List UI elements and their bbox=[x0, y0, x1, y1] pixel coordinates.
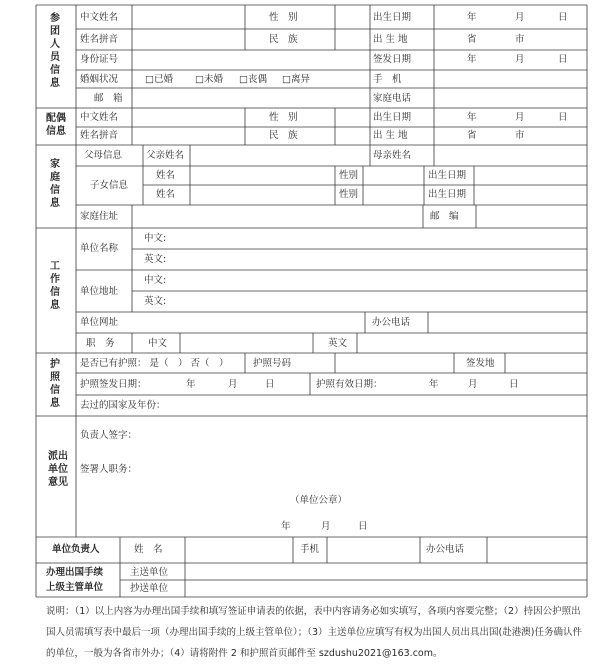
spouse-chinese-name-label: 中文姓名 bbox=[80, 112, 119, 123]
children-info-label: 子女信息 bbox=[90, 180, 129, 191]
applicant-section-title: 参团人员信息 bbox=[50, 13, 60, 89]
postcode-label: 邮 编 bbox=[430, 211, 459, 222]
passport-valid-month: 月 bbox=[468, 379, 478, 390]
unit-address-label: 单位地址 bbox=[80, 286, 119, 297]
child2-gender-label: 性别 bbox=[339, 189, 359, 200]
unit-name-label: 单位名称 bbox=[80, 243, 119, 254]
spouse-day-label: 日 bbox=[558, 112, 568, 123]
office-phone-label: 办公电话 bbox=[372, 317, 411, 328]
child2-name-label: 姓名 bbox=[156, 189, 176, 200]
dispatch-day: 日 bbox=[358, 521, 368, 532]
gender-label: 性 别 bbox=[269, 12, 298, 23]
supervisor-title-line1: 办理出国手续 bbox=[46, 567, 104, 578]
pinyin-name-label: 姓名拼音 bbox=[80, 34, 119, 45]
spouse-gender-label: 性 别 bbox=[269, 112, 298, 123]
family-section-title: 家庭信息 bbox=[50, 159, 60, 209]
work-section-title: 工作信息 bbox=[50, 261, 60, 311]
unit-address-cn-label: 中文: bbox=[144, 275, 167, 286]
issue-year-label: 年 bbox=[467, 54, 477, 65]
child1-name-label: 姓名 bbox=[156, 170, 176, 181]
marital-option-divorced[interactable]: □离异 bbox=[282, 74, 310, 85]
city-label: 市 bbox=[515, 34, 525, 45]
spouse-birth-date-label: 出生日期 bbox=[373, 112, 412, 123]
passport-issue-year: 年 bbox=[186, 379, 196, 390]
issue-place-label: 签发地 bbox=[466, 358, 495, 369]
passport-valid-date-label: 护照有效日期： bbox=[316, 379, 383, 390]
spouse-pinyin-label: 姓名拼音 bbox=[80, 130, 119, 141]
leader-signature-label: 负责人签字： bbox=[80, 430, 138, 441]
spouse-month-label: 月 bbox=[515, 112, 525, 123]
signer-title-label: 签署人职务： bbox=[80, 464, 138, 475]
month-label: 月 bbox=[515, 12, 525, 23]
marital-option-single[interactable]: □未婚 bbox=[195, 74, 223, 85]
birthplace-label: 出 生 地 bbox=[373, 34, 408, 45]
child2-birth-label: 出生日期 bbox=[428, 189, 467, 200]
issue-day-label: 日 bbox=[558, 54, 568, 65]
ethnicity-label: 民 族 bbox=[269, 34, 298, 45]
cc-recipient-label: 抄送单位 bbox=[130, 583, 169, 594]
passport-valid-day: 日 bbox=[509, 379, 519, 390]
unit-leader-office-phone-label: 办公电话 bbox=[426, 544, 465, 555]
unit-leader-mobile-label: 手机 bbox=[300, 544, 320, 555]
unit-seal-label: （单位公章） bbox=[290, 495, 348, 506]
passport-valid-year: 年 bbox=[429, 379, 439, 390]
day-label: 日 bbox=[558, 12, 568, 23]
position-en-label: 英文 bbox=[328, 338, 348, 349]
has-passport-label: 是否已有护照： 是（ ） 否（ ） bbox=[80, 358, 229, 369]
unit-leader-title: 单位负责人 bbox=[52, 544, 100, 555]
marital-option-married[interactable]: □已婚 bbox=[145, 74, 173, 85]
father-name-label: 父亲姓名 bbox=[146, 150, 185, 161]
dispatch-year: 年 bbox=[281, 521, 291, 532]
spouse-section-title: 配偶信息 bbox=[46, 113, 66, 137]
mother-name-label: 母亲姓名 bbox=[373, 150, 412, 161]
id-number-label: 身份证号 bbox=[80, 54, 119, 65]
passport-section-title: 护照信息 bbox=[50, 359, 60, 409]
unit-address-en-label: 英文: bbox=[144, 296, 167, 307]
birth-date-label: 出生日期 bbox=[373, 12, 412, 23]
province-label: 省 bbox=[467, 34, 477, 45]
marital-option-widowed[interactable]: □丧偶 bbox=[239, 74, 267, 85]
email-label: 邮 箱 bbox=[94, 93, 123, 104]
child1-birth-label: 出生日期 bbox=[428, 170, 467, 181]
chinese-name-label: 中文姓名 bbox=[80, 12, 119, 23]
spouse-province-label: 省 bbox=[467, 130, 477, 141]
passport-issue-month: 月 bbox=[228, 379, 238, 390]
passport-issue-day: 日 bbox=[265, 379, 275, 390]
parents-info-label: 父母信息 bbox=[84, 150, 123, 161]
visited-countries-label: 去过的国家及年份： bbox=[80, 400, 166, 411]
spouse-birthplace-label: 出 生 地 bbox=[373, 130, 408, 141]
position-label: 职 务 bbox=[86, 338, 115, 349]
passport-issue-date-label: 护照签发日期： bbox=[80, 379, 147, 390]
spouse-city-label: 市 bbox=[515, 130, 525, 141]
unit-name-cn-label: 中文: bbox=[144, 233, 167, 244]
mobile-label: 手 机 bbox=[373, 74, 402, 85]
passport-number-label: 护照号码 bbox=[253, 358, 292, 369]
unit-name-en-label: 英文: bbox=[144, 254, 167, 265]
unit-website-label: 单位网址 bbox=[80, 317, 119, 328]
supervisor-title-line2: 上级主管单位 bbox=[46, 582, 104, 593]
dispatch-section-title: 派出单位意见 bbox=[48, 451, 68, 488]
unit-leader-name-label: 姓 名 bbox=[134, 544, 163, 555]
spouse-year-label: 年 bbox=[467, 112, 477, 123]
dispatch-month: 月 bbox=[321, 521, 331, 532]
issue-date-label: 签发日期 bbox=[373, 54, 412, 65]
position-cn-label: 中文 bbox=[148, 338, 168, 349]
home-phone-label: 家庭电话 bbox=[373, 93, 412, 104]
marital-status-label: 婚姻状况 bbox=[80, 74, 119, 85]
main-recipient-label: 主送单位 bbox=[130, 567, 169, 578]
child1-gender-label: 性别 bbox=[339, 170, 359, 181]
spouse-ethnicity-label: 民 族 bbox=[269, 130, 298, 141]
issue-month-label: 月 bbox=[515, 54, 525, 65]
home-address-label: 家庭住址 bbox=[80, 211, 119, 222]
form-instructions: 说明：（1）以上内容为办理出国手续和填写签证申请表的依据，表中内容请务必如实填写，各项内容要完整；（2）持因公护照出国人员需填写表中最后一项（办理出国手续的上级主管单位）；（3）主送单位应填写有权为出国人员出具出国(赴港澳)任务确认件的单位，一般为各省市外办；（4）请将附件 2 和护照首页邮件至 szdushu2021@163.com。 bbox=[46, 606, 582, 659]
year-label: 年 bbox=[467, 12, 477, 23]
